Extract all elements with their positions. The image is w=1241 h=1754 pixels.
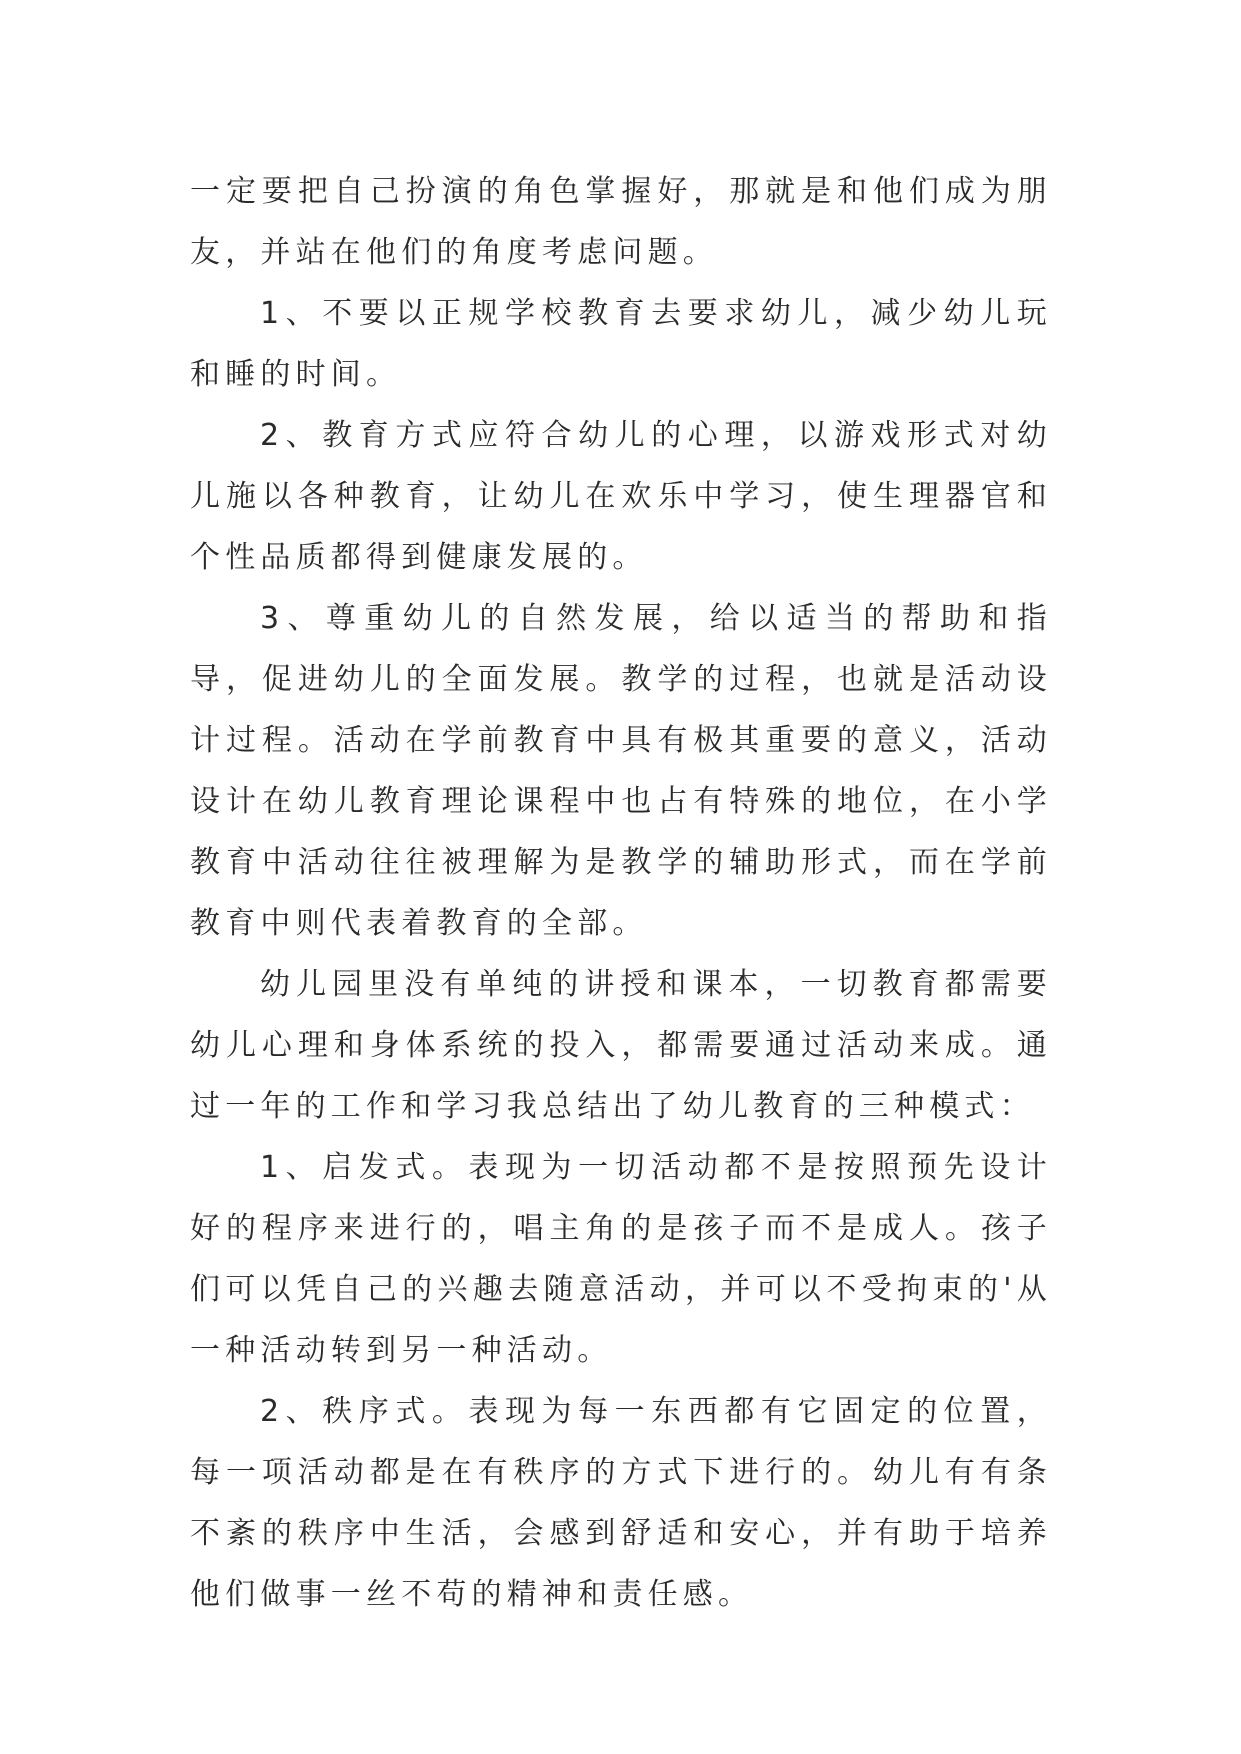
paragraph-3: 2、教育方式应符合幼儿的心理，以游戏形式对幼儿施以各种教育，让幼儿在欢乐中学习，使生理器官和个性品质都得到健康发展的。 xyxy=(190,418,1052,575)
paragraph-2: 1、不要以正规学校教育去要求幼儿，减少幼儿玩和睡的时间。 xyxy=(190,296,1052,392)
paragraph-1: 一定要把自己扮演的角色掌握好，那就是和他们成为朋友，并站在他们的角度考虑问题。 xyxy=(190,174,1052,270)
paragraph-7: 2、秩序式。表现为每一东西都有它固定的位置，每一项活动都是在有秩序的方式下进行的。幼儿有有条不紊的秩序中生活，会感到舒适和安心，并有助于培养他们做事一丝不苟的精神和责任感。 xyxy=(190,1394,1052,1612)
paragraph-5: 幼儿园里没有单纯的讲授和课本，一切教育都需要幼儿心理和身体系统的投入，都需要通过活动来成。通过一年的工作和学习我总结出了幼儿教育的三种模式： xyxy=(190,967,1052,1124)
paragraph-6: 1、启发式。表现为一切活动都不是按照预先设计好的程序来进行的，唱主角的是孩子而不是成人。孩子们可以凭自己的兴趣去随意活动，并可以不受拘束的'从一种活动转到另一种活动。 xyxy=(190,1150,1052,1368)
document-body xyxy=(190,161,1052,1625)
paragraph-4: 3、尊重幼儿的自然发展，给以适当的帮助和指导，促进幼儿的全面发展。教学的过程，也就是活动设计过程。活动在学前教育中具有极其重要的意义，活动设计在幼儿教育理论课程中也占有特殊的地位，在小学教育中活动往往被理解为是教学的辅助形式，而在学前教育中则代表着教育的全部。 xyxy=(190,601,1052,941)
